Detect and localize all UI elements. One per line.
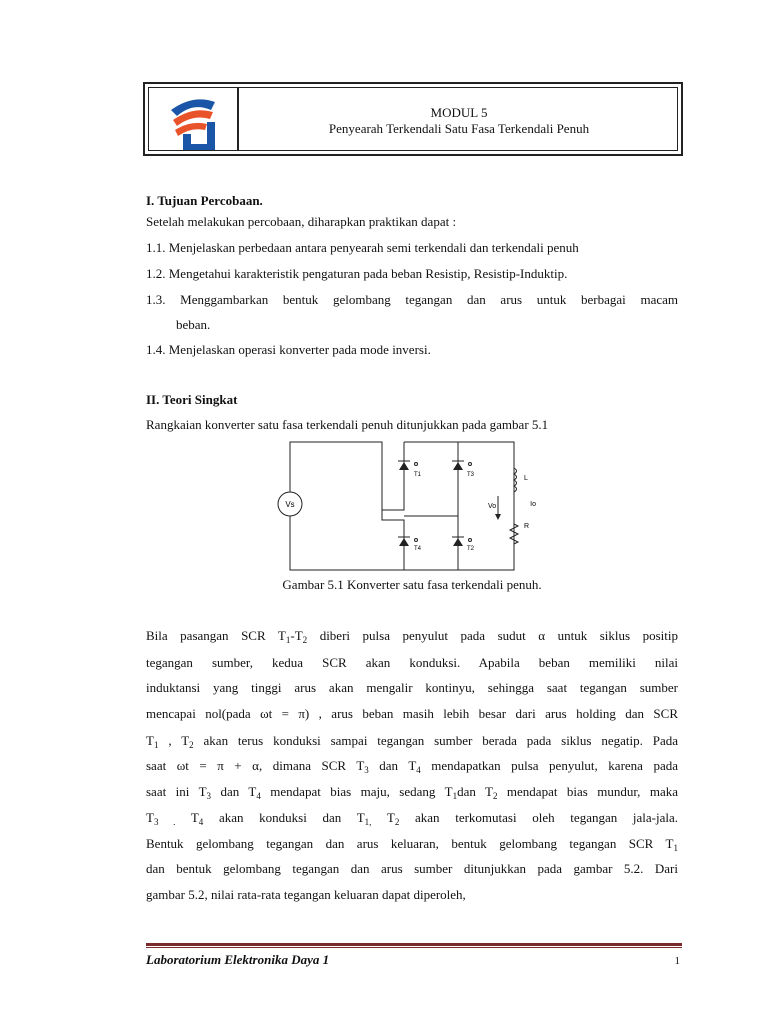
footer-lab-name: Laboratorium Elektronika Daya 1 (146, 952, 330, 967)
scr-t3-symbol (453, 462, 463, 470)
scr-t2-symbol (453, 538, 463, 546)
scr-t1-symbol (399, 462, 409, 470)
para-line-5: $T_1$ , $T_2$ akan terus konduksi sampai tegangan sumber berada pada siklus negatip. Pada (146, 733, 678, 750)
resistor-label: R (524, 523, 530, 530)
objective-1-1: 1.1. Menjelaskan perbedaan antara penyearah semi terkendali dan terkendali penuh (146, 240, 579, 255)
para-line-2: tegangan sumber, kedua SCR akan konduksi. Apabila beban memiliki nilai (146, 655, 678, 670)
current-label: Io (530, 501, 536, 508)
para-line-4: mencapai nol(pada ωt = π) , arus beban masih lebih besar dari arus holding dan SCR (146, 706, 678, 721)
circuit-diagram (262, 432, 542, 574)
institution-logo (163, 92, 223, 152)
module-title: Penyearah Terkendali Satu Fasa Terkendali Penuh (328, 120, 590, 136)
objective-1-3: 1.3. Menggambarkan bentuk gelombang tegangan dan arus untuk berbagai macam (146, 292, 678, 307)
scr-t2-label: T2 (467, 546, 475, 552)
scr-t4-label: T4 (414, 546, 422, 552)
footer-rule-thick (146, 943, 682, 946)
para-line-6: saat ωt = π + α, dimana SCR $T_3$ dan $T_4$ mendapatkan pulsa penyulut, karena pada (146, 758, 678, 775)
figure-caption: Gambar 5.1 Konverter satu fasa terkendali penuh. (282, 577, 542, 592)
header-inner-frame (148, 87, 678, 151)
para-line-3: induktansi yang tinggi arus akan mengalir kontinyu, sehingga saat tegangan sumber (146, 680, 678, 695)
para-line-10: dan bentuk gelombang tegangan dan arus sumber ditunjukkan pada gambar 5.2. Dari (146, 861, 678, 876)
module-header (143, 82, 683, 156)
header-text (241, 105, 677, 136)
scr-t3-label: T3 (467, 472, 475, 478)
page-number: 1 (674, 955, 680, 967)
header-divider (237, 87, 239, 151)
source-label: Vs (285, 500, 295, 509)
footer-rule-thin (146, 947, 682, 948)
para-line-8: $T_{3 .}$ $T_4$ akan konduksi dan $T_{1,}$ $T_2$ akan terkomutasi oleh tegangan jala-jala. (146, 810, 679, 827)
objective-1-3-cont: beban. (176, 317, 211, 332)
objective-1-4: 1.4. Menjelaskan operasi konverter pada mode inversi. (146, 342, 431, 357)
para-line-9: Bentuk gelombang tegangan dan arus keluaran, bentuk gelombang tegangan SCR $T_1$ (146, 836, 678, 853)
section-2-heading: II. Teori Singkat (146, 392, 238, 407)
inductor-label: L (524, 475, 528, 482)
section-1-heading: I. Tujuan Percobaan. (146, 193, 263, 208)
scr-t1-label: T1 (414, 472, 422, 478)
para-line-7: saat ini $T_3$ dan $T_4$ mendapat bias maju, sedang $T_1dan$ $T_2$ mendapat bias mundur, maka (146, 784, 679, 801)
section-1-intro: Setelah melakukan percobaan, diharapkan praktikan dapat : (146, 214, 457, 229)
para-line-1: Bila pasangan SCR $T_1-T_2$ diberi pulsa penyulut pada sudut α untuk siklus positip (146, 628, 679, 645)
output-voltage-label: Vo (488, 503, 497, 510)
para-line-11: gambar 5.2, nilai rata-rata tegangan keluaran dapat diperoleh, (146, 887, 466, 902)
section-2-intro: Rangkaian konverter satu fasa terkendali penuh ditunjukkan pada gambar 5.1 (146, 417, 549, 432)
module-number: MODUL 5 (430, 105, 488, 120)
objective-1-2: 1.2. Mengetahui karakteristik pengaturan pada beban Resistip, Resistip-Induktip. (146, 266, 568, 281)
scr-t4-symbol (399, 538, 409, 546)
